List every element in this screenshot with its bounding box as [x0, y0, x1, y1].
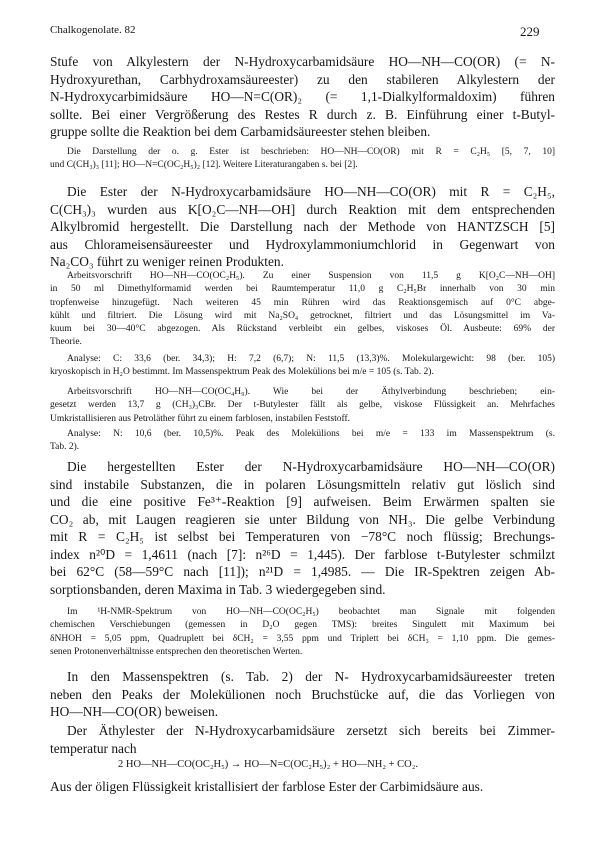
procedure-ethyl	[50, 270, 555, 350]
paragraph-decomposition	[50, 722, 555, 757]
text-line: Analyse: C: 33,6 (ber. 34,3); H: 7,2 (6,7); N: 11,5 (13,3)%. Molekulargewicht: 98 (ber. 105)	[67, 354, 555, 364]
text-line: Der Äthylester der N-Hydroxycarbamidsäure zersetzt sich bereits bei Zimmer-	[67, 723, 555, 738]
running-header: Chalkogenolate. 82	[50, 24, 136, 36]
text-line: und die eine positive Fe³⁺-Reaktion [9] aufweisen. Beim Erwärmen spalten sie	[50, 494, 555, 509]
text-line: Alkylbromid hergestellt. Die Darstellung nach der Methode von HANTZSCH [5]	[50, 219, 555, 234]
paragraph-properties	[50, 458, 555, 598]
text-line: Hydroxyurethan, Carbhydroxamsäureester) zu den stabileren Alkylestern der	[50, 71, 555, 87]
text-line: sollte. Bei einer Vergrößerung des Restes R durch z. B. Einführung einer t-Butyl-	[50, 106, 555, 122]
text-line: Na₂CO₃ führt zu weniger reinen Produkten.	[50, 254, 284, 269]
text-line: tropfenweise hinzugefügt. Nach weiteren 45 min Rühren wird das Reaktionsgemisch auf 0°C abge-	[50, 297, 555, 308]
text-line: N-Hydroxycarbimidsäure HO—N=C(OR)₂ (= 1,1-Dialkylformaldoxim) führen	[50, 89, 555, 104]
page-number: 229	[520, 24, 540, 39]
text-line: Umkristallisieren aus Petroläther führt zu einem farblosen, instabilen Feststoff.	[50, 413, 351, 424]
analysis-ethyl	[50, 353, 555, 380]
text-line: aus Chlorameisensäureester und Hydroxylammoniumchlorid in Gegenwart von	[50, 236, 555, 252]
text-line: Arbeitsvorschrift HO—NH—CO(OC₂H₅). Zu einer Suspension von 11,5 g K[O₂C—NH—OH]	[67, 271, 555, 281]
paragraph-conclusion	[50, 778, 555, 796]
text-line: chemischen Verschiebungen (gemessen in D₂O gegen TMS): breites Singulett mit Maximum bei	[50, 620, 555, 631]
text-line: Die hergestellten Ester der N-Hydroxycarbamidsäure HO—NH—CO(OR)	[67, 459, 555, 474]
text-line: Arbeitsvorschrift HO—NH—CO(OC₄H₉). Wie bei der Äthylverbindung beschrieben; ein-	[67, 387, 555, 397]
text-line: index n²⁰D = 1,4611 (nach [7]: n²⁶D = 1,445). Der farblose t-Butylester schmilzt	[50, 546, 555, 562]
text-line: in 50 ml Dimethylformamid werden bei Raumtemperatur 11,0 g C₂H₅Br innerhalb von 30 min	[50, 284, 555, 295]
text-line: Tab. 2).	[50, 442, 80, 453]
paragraph-mass-spectra	[50, 668, 555, 721]
reaction-equation: 2 HO—NH—CO(OC₂H₅) → HO—N=C(OC₂H₅)₂ + HO—NH₂ + CO₂.	[118, 759, 419, 770]
text-line: senen Protonenverhältnisse entsprechen den theoretischen Werten.	[50, 646, 303, 657]
text-line: δNHOH = 5,05 ppm, Quadruplett bei δCH₂ = 3,55 ppm und Triplett bei δCH₃ = 1,10 ppm. Die gemes-	[50, 633, 555, 644]
text-line: Theorie.	[50, 337, 82, 348]
note-nmr	[50, 606, 555, 659]
text-line: kühlt und filtriert. Die Lösung wird mit Na₂SO₄ getrocknet, filtriert und das Lösungsmittel im Va-	[50, 310, 555, 321]
text-line: bei 62°C (58—59°C nach [11]); n²¹D = 1,4985. — Die IR-Spektren zeigen Ab-	[50, 564, 555, 579]
text-line: Die Ester der N-Hydroxycarbamidsäure HO—NH—CO(OR) mit R = C₂H₅,	[67, 184, 555, 199]
text-line: neben den Peaks der Molekülionen noch Bruchstücke auf, die das Vorliegen von	[50, 686, 555, 702]
text-line: HO—NH—CO(OR) beweisen.	[50, 704, 219, 719]
text-line: sind instabile Substanzen, die in polaren Lösungsmitteln relativ gut löslich sind	[50, 476, 555, 492]
text-line: Analyse: N: 10,6 (ber. 10,5)%. Peak des Molekülions bei m/e = 133 im Massenspektrum (s.	[67, 429, 555, 439]
note-literature	[50, 146, 555, 173]
text-line: Die Darstellung der o. g. Ester ist beschrieben: HO—NH—CO(OR) mit R = C₂H₅ [5, 7, 10]	[67, 147, 555, 157]
text-line: mit R = C₂H₅ ist selbst bei Temperaturen von −78°C noch flüssig; Brechungs-	[50, 529, 555, 544]
paragraph-intro	[50, 53, 555, 141]
text-line: Im ¹H-NMR-Spektrum von HO—NH—CO(OC₂H₅) beobachtet man Signale mit folgenden	[67, 607, 555, 617]
text-line: C(CH₃)₃ wurden aus K[O₂C—NH—OH] durch Reaktion mit dem entsprechenden	[50, 201, 555, 217]
text-line: kryoskopisch in H₂O bestimmt. Im Massenspektrum Peak des Molekülions bei m/e = 105 (s. Tab. 2).	[50, 367, 434, 378]
text-line: In den Massenspektren (s. Tab. 2) der N- Hydroxycarbamidsäureester treten	[67, 669, 555, 684]
procedure-butyl	[50, 386, 555, 426]
text-line: Aus der öligen Flüssigkeit kristallisiert der farblose Ester der Carbimidsäure aus.	[50, 779, 484, 794]
text-line: CO₂ ab, mit Laugen reagieren sie unter Bildung von NH₃. Die gelbe Verbindung	[50, 511, 555, 527]
text-line: Stufe von Alkylestern der N-Hydroxycarbamidsäure HO—NH—CO(OR) (= N-	[50, 54, 555, 69]
paragraph-preparation	[50, 183, 555, 271]
analysis-butyl	[50, 428, 555, 455]
text-line: gesetzt werden 13,7 g (CH₃)₃CBr. Der t-Butylester fällt als gelbe, viskose Flüssigkeit an. Mehrfaches	[50, 400, 555, 411]
text-line: temperatur nach	[50, 740, 137, 756]
text-line: sorptionsbanden, deren Maxima in Tab. 3 wiedergegeben sind.	[50, 581, 386, 597]
text-line: kuum bei 30—40°C abgezogen. Als Rückstand verbleibt ein gelbes, viskoses Öl. Ausbeute: 69% der	[50, 324, 555, 335]
text-line: gruppe sollte die Reaktion bei dem Carbamidsäureester stehen bleiben.	[50, 124, 431, 139]
text-line: und C(CH₃)₃ [11]; HO—N=C(OC₂H₅)₂ [12]. Weitere Literaturangaben s. bei [2].	[50, 160, 358, 171]
